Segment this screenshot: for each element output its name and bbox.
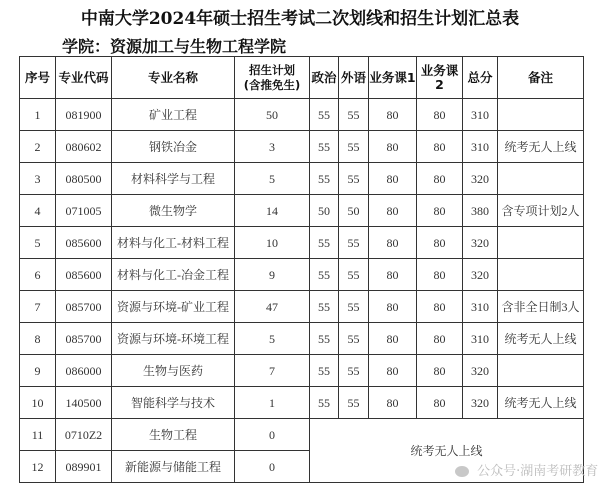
cell-name: 材料与化工-材料工程	[112, 227, 235, 259]
cell-total: 310	[463, 99, 498, 131]
cell-total: 310	[463, 291, 498, 323]
cell-name: 资源与环境-环境工程	[112, 323, 235, 355]
cell-code: 085700	[56, 323, 112, 355]
table-row	[20, 419, 584, 451]
cell-code: 071005	[56, 195, 112, 227]
cell-politics: 55	[310, 131, 339, 163]
cell-name: 生物与医药	[112, 355, 235, 387]
cell-seq: 6	[20, 259, 56, 291]
cell-total: 320	[463, 227, 498, 259]
cell-politics: 55	[310, 291, 339, 323]
cell-seq: 7	[20, 291, 56, 323]
header-total: 总分	[463, 57, 498, 99]
header-foreign: 外语	[339, 57, 369, 99]
table-row	[20, 291, 584, 323]
header-plan-line2: (含推免生)	[243, 77, 301, 92]
cell-course2: 80	[417, 323, 463, 355]
header-seq: 序号	[20, 57, 56, 99]
table-row	[20, 195, 584, 227]
cell-plan: 0	[235, 451, 310, 483]
table-row	[20, 323, 584, 355]
cell-plan: 7	[235, 355, 310, 387]
cell-plan: 47	[235, 291, 310, 323]
cell-foreign: 55	[339, 355, 369, 387]
cell-note: 统考无人上线	[498, 387, 584, 419]
table-row	[20, 387, 584, 419]
cell-plan: 14	[235, 195, 310, 227]
cell-seq: 11	[20, 419, 56, 451]
cell-code: 085600	[56, 259, 112, 291]
document-title: 中南大学2024年硕士招生考试二次划线和招生计划汇总表	[80, 9, 520, 29]
cell-code: 0710Z2	[56, 419, 112, 451]
cell-course2: 80	[417, 259, 463, 291]
cell-total: 380	[463, 195, 498, 227]
cell-name: 材料与化工-冶金工程	[112, 259, 235, 291]
cell-course1: 80	[369, 323, 417, 355]
cell-plan: 50	[235, 99, 310, 131]
cell-politics: 55	[310, 259, 339, 291]
cell-plan: 0	[235, 419, 310, 451]
cell-foreign: 55	[339, 291, 369, 323]
cell-politics: 55	[310, 355, 339, 387]
header-plan-line1: 招生计划	[249, 62, 295, 77]
watermark-text: 公众号·湖南考研教育	[477, 464, 599, 479]
cell-foreign: 55	[339, 163, 369, 195]
cell-course1: 80	[369, 163, 417, 195]
cell-note	[498, 355, 584, 387]
cell-seq: 5	[20, 227, 56, 259]
cell-code: 085600	[56, 227, 112, 259]
cell-plan: 9	[235, 259, 310, 291]
cell-plan: 10	[235, 227, 310, 259]
cell-seq: 4	[20, 195, 56, 227]
cell-foreign: 55	[339, 259, 369, 291]
header-note: 备注	[498, 57, 584, 99]
cell-course2: 80	[417, 291, 463, 323]
cell-seq: 10	[20, 387, 56, 419]
table-row	[20, 131, 584, 163]
cell-course2: 80	[417, 227, 463, 259]
cell-foreign: 55	[339, 131, 369, 163]
cell-note: 统考无人上线	[498, 131, 584, 163]
cell-code: 089901	[56, 451, 112, 483]
header-course2: 业务课2	[417, 57, 463, 99]
cell-note: 含专项计划2人	[498, 195, 584, 227]
cell-plan: 3	[235, 131, 310, 163]
cell-politics: 55	[310, 99, 339, 131]
cell-note	[498, 99, 584, 131]
cell-politics: 55	[310, 387, 339, 419]
cell-total: 320	[463, 355, 498, 387]
cell-course1: 80	[369, 291, 417, 323]
cell-course2: 80	[417, 99, 463, 131]
table-row	[20, 99, 584, 131]
cell-code: 081900	[56, 99, 112, 131]
wechat-icon	[455, 466, 469, 477]
college-label: 学院：资源加工与生物工程学院	[62, 37, 287, 56]
header-name: 专业名称	[112, 57, 235, 99]
cell-name: 新能源与储能工程	[112, 451, 235, 483]
cell-course1: 80	[369, 195, 417, 227]
cell-code: 080602	[56, 131, 112, 163]
cell-course2: 80	[417, 387, 463, 419]
cell-plan: 1	[235, 387, 310, 419]
cell-foreign: 50	[339, 195, 369, 227]
cell-course1: 80	[369, 387, 417, 419]
cell-name: 智能科学与技术	[112, 387, 235, 419]
cell-seq: 12	[20, 451, 56, 483]
header-plan	[235, 57, 310, 99]
cell-politics: 50	[310, 195, 339, 227]
cell-foreign: 55	[339, 99, 369, 131]
table-row	[20, 259, 584, 291]
cell-course2: 80	[417, 131, 463, 163]
admission-table	[19, 56, 584, 483]
cell-course2: 80	[417, 163, 463, 195]
cell-total: 320	[463, 387, 498, 419]
cell-foreign: 55	[339, 387, 369, 419]
cell-foreign: 55	[339, 323, 369, 355]
cell-note	[498, 259, 584, 291]
cell-foreign: 55	[339, 227, 369, 259]
cell-name: 微生物学	[112, 195, 235, 227]
header-code: 专业代码	[56, 57, 112, 99]
cell-total: 320	[463, 259, 498, 291]
cell-politics: 55	[310, 227, 339, 259]
cell-seq: 1	[20, 99, 56, 131]
cell-total: 310	[463, 131, 498, 163]
table-row	[20, 163, 584, 195]
cell-note: 统考无人上线	[498, 323, 584, 355]
cell-politics: 55	[310, 163, 339, 195]
cell-note	[498, 163, 584, 195]
table-row	[20, 227, 584, 259]
table-row	[20, 355, 584, 387]
cell-course1: 80	[369, 99, 417, 131]
cell-code: 140500	[56, 387, 112, 419]
cell-total: 320	[463, 163, 498, 195]
cell-code: 085700	[56, 291, 112, 323]
cell-seq: 9	[20, 355, 56, 387]
cell-code: 086000	[56, 355, 112, 387]
cell-plan: 5	[235, 163, 310, 195]
cell-code: 080500	[56, 163, 112, 195]
cell-note: 含非全日制3人	[498, 291, 584, 323]
cell-note	[498, 227, 584, 259]
header-course1: 业务课1	[369, 57, 417, 99]
header-politics: 政治	[310, 57, 339, 99]
merged-note-cell: 统考无人上线	[310, 419, 584, 483]
cell-name: 资源与环境-矿业工程	[112, 291, 235, 323]
cell-course2: 80	[417, 355, 463, 387]
cell-seq: 8	[20, 323, 56, 355]
cell-seq: 3	[20, 163, 56, 195]
cell-course1: 80	[369, 259, 417, 291]
cell-plan: 5	[235, 323, 310, 355]
cell-seq: 2	[20, 131, 56, 163]
cell-course1: 80	[369, 131, 417, 163]
cell-course1: 80	[369, 227, 417, 259]
cell-course1: 80	[369, 355, 417, 387]
watermark	[455, 460, 598, 479]
cell-name: 材料科学与工程	[112, 163, 235, 195]
cell-politics: 55	[310, 323, 339, 355]
cell-name: 生物工程	[112, 419, 235, 451]
cell-name: 矿业工程	[112, 99, 235, 131]
cell-name: 钢铁冶金	[112, 131, 235, 163]
cell-course2: 80	[417, 195, 463, 227]
header-row	[20, 57, 584, 99]
cell-total: 310	[463, 323, 498, 355]
